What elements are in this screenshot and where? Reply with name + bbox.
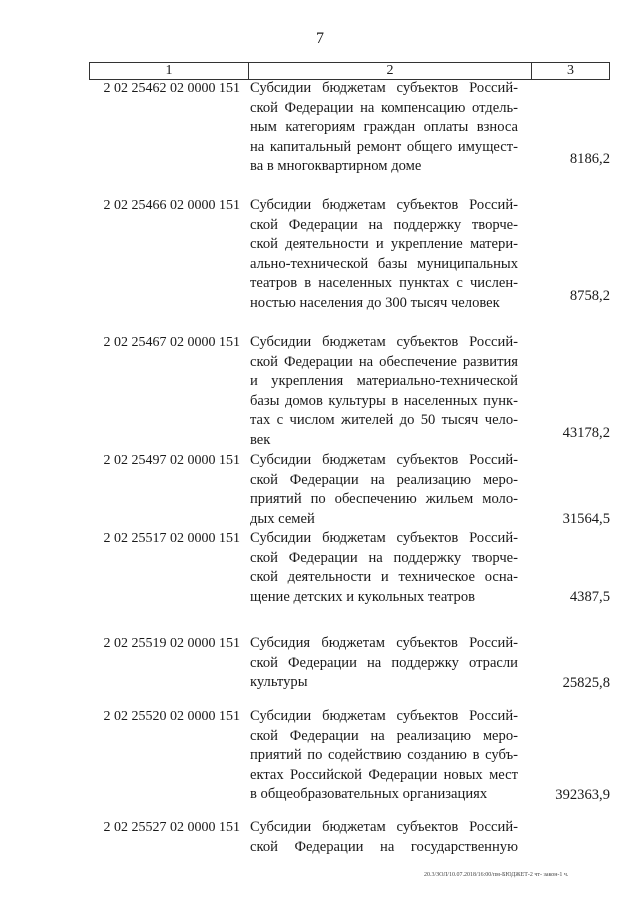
budget-code: 2 02 25520 02 0000 151	[103, 709, 240, 724]
amount	[518, 451, 610, 529]
amount-value: 31564,5	[562, 510, 610, 527]
table-row	[90, 79, 610, 196]
description-line: ской деятельности и укрепление матери-	[250, 236, 518, 252]
description-line: ской Федерации на реализацию меро-	[250, 727, 518, 744]
description-line: Субсидии бюджетам субъектов Россий-	[250, 334, 518, 350]
description	[248, 529, 518, 634]
description	[248, 634, 518, 707]
description	[248, 196, 518, 333]
description-line: Субсидии бюджетам субъектов Россий-	[250, 452, 518, 468]
description-line: на капитальный ремонт общего имущест-	[250, 138, 518, 155]
budget-code: 2 02 25519 02 0000 151	[103, 636, 240, 651]
description	[248, 707, 518, 818]
description	[248, 818, 518, 862]
description-line: ской Федерации на государственную	[250, 838, 518, 855]
description-line: ской деятельности и техническое осна-	[250, 569, 518, 585]
description-line: ностью населения до 300 тысяч человек	[250, 294, 500, 311]
amount	[518, 818, 610, 862]
description-line: театров в населенных пунктах с числен-	[250, 275, 518, 291]
table-row	[90, 196, 610, 333]
amount-value: 43178,2	[562, 424, 610, 441]
amount-value: 392363,9	[555, 786, 610, 803]
description-line: Субсидии бюджетам субъектов Россий-	[250, 80, 518, 96]
table-row	[90, 707, 610, 818]
description-line: Субсидии бюджетам субъектов Россий-	[250, 530, 518, 546]
description	[248, 333, 518, 451]
description-line: ным категориям граждан оплаты взноса	[250, 119, 518, 135]
description-line: ва в многоквартирном доме	[250, 158, 422, 174]
description-line: ально-технической базы муниципальных	[250, 255, 518, 272]
amount	[518, 196, 610, 333]
amount	[518, 333, 610, 451]
table-row	[90, 818, 610, 862]
description	[248, 451, 518, 529]
amount	[518, 634, 610, 707]
amount-value: 8758,2	[569, 287, 610, 304]
description-line: приятий по обеспечению жильем моло-	[250, 491, 518, 507]
document-footer-reference: 20.3/ЗОЛ/10.07.2018/16:00/пм-БЮДЖЕТ-2 чт- закон-1 ч.	[424, 872, 569, 878]
description	[248, 79, 518, 196]
description-line: ской Федерации на компенсацию отдель-	[250, 99, 518, 116]
description-line: Субсидия бюджетам субъектов Россий-	[250, 635, 518, 651]
budget-code: 2 02 25466 02 0000 151	[103, 198, 240, 213]
description-line: ской Федерации на поддержку отрасли	[250, 654, 518, 671]
table-column-header	[89, 62, 610, 80]
amount	[518, 79, 610, 196]
amount	[518, 707, 610, 818]
column-header-3: 3	[567, 63, 574, 78]
budget-code: 2 02 25467 02 0000 151	[103, 335, 240, 350]
table-row	[90, 529, 610, 634]
budget-code: 2 02 25517 02 0000 151	[103, 531, 240, 546]
amount-value: 4387,5	[569, 588, 610, 605]
budget-code: 2 02 25497 02 0000 151	[103, 453, 240, 468]
description-line: щение детских и кукольных театров	[250, 588, 476, 605]
description-line: Субсидии бюджетам субъектов Россий-	[250, 819, 518, 835]
budget-table-body	[90, 79, 610, 862]
description-line: ской Федерации на поддержку творче-	[250, 549, 518, 566]
description-line: приятий по содействию созданию в субъ-	[250, 747, 518, 763]
amount	[518, 529, 610, 634]
table-row	[90, 451, 610, 529]
description-line: Субсидии бюджетам субъектов Россий-	[250, 708, 518, 724]
budget-code: 2 02 25527 02 0000 151	[103, 820, 240, 835]
description-line: век	[250, 431, 271, 448]
description-line: ектах Российской Федерации новых мест	[250, 766, 518, 783]
amount-value: 25825,8	[562, 674, 610, 691]
description-line: дых семей	[250, 510, 315, 527]
description-line: Субсидии бюджетам субъектов Россий-	[250, 197, 518, 213]
table-row	[90, 333, 610, 451]
description-line: и укрепления материально-технической	[250, 373, 518, 389]
description-line: базы домов культуры в населенных пунк-	[250, 392, 518, 409]
budget-code: 2 02 25462 02 0000 151	[103, 81, 240, 96]
description-line: ской Федерации на реализацию меро-	[250, 471, 518, 488]
column-header-1: 1	[90, 63, 249, 79]
page-number: 7	[316, 30, 324, 47]
description-line: культуры	[250, 674, 308, 690]
description-line: ской Федерации на обеспечение развития	[250, 353, 518, 370]
column-header-2: 2	[249, 63, 532, 79]
description-line: тах с числом жителей до 50 тысяч чело-	[250, 412, 518, 428]
table-row	[90, 634, 610, 707]
amount-value: 8186,2	[569, 150, 610, 167]
description-line: ской Федерации на поддержку творче-	[250, 216, 518, 233]
description-line: в общеобразовательных организациях	[250, 786, 488, 802]
